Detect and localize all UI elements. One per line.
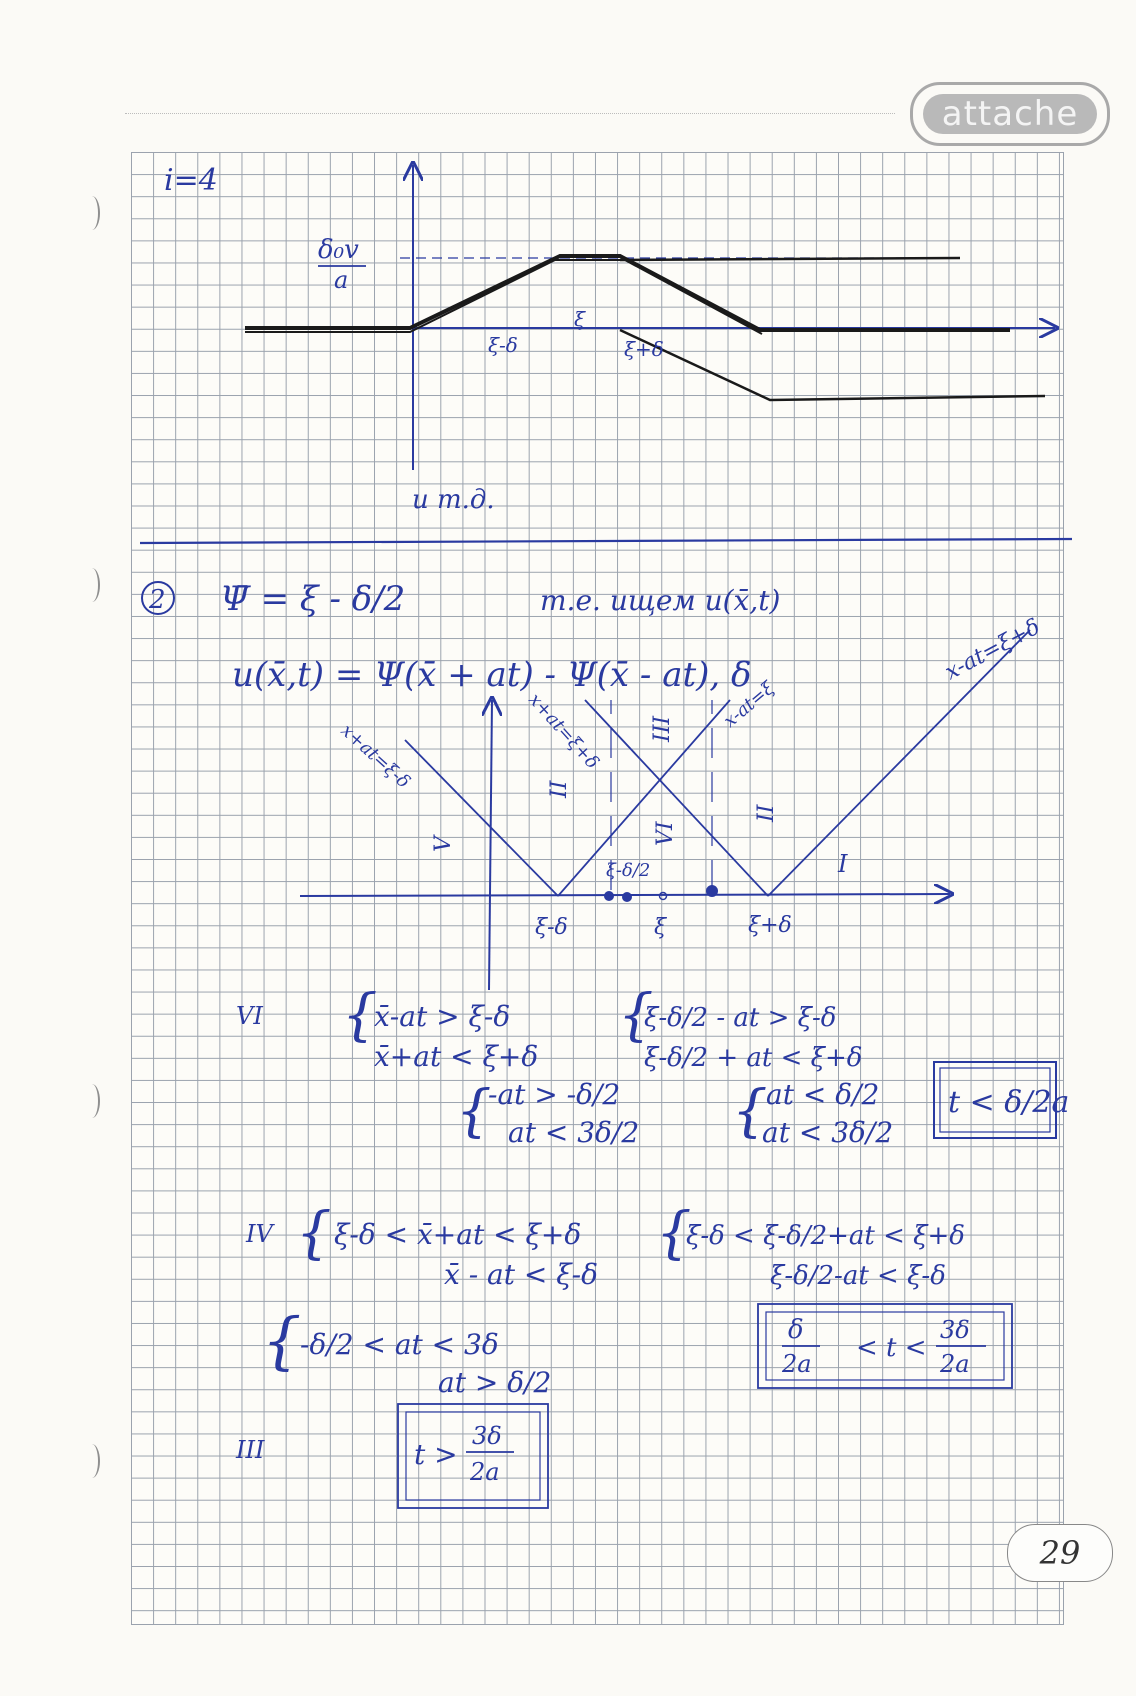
axis-point: [706, 885, 718, 897]
u-equation: u(x̄,t) = Ψ(x̄ + at) - Ψ(x̄ - at), δ: [232, 655, 752, 695]
axis-label-half: ξ-δ/2: [606, 860, 651, 881]
case-iii: [235, 1404, 548, 1508]
tick-label-right: ξ+δ: [624, 337, 664, 361]
brace: {: [456, 1079, 492, 1144]
case-iv: [245, 1201, 1012, 1399]
case-vi-sys3-b: at < 3δ/2: [508, 1116, 640, 1149]
case-iv-label: IV: [246, 1220, 273, 1248]
psi-equation: Ψ̄ = ξ - δ/2: [220, 579, 406, 619]
region-label-iii: III: [650, 715, 675, 742]
case-iv-sys2-a: ξ-δ < ξ-δ/2+at < ξ+δ: [686, 1221, 965, 1251]
char-line-left-outer: [405, 740, 558, 896]
index-label: i=4: [164, 163, 218, 198]
case-iii-result-den: 2a: [470, 1458, 500, 1486]
logo-text: attache: [941, 94, 1079, 134]
tick-label-left: ξ-δ: [488, 333, 518, 357]
case-vi: [236, 983, 1069, 1149]
case-iv-result-den2: 2a: [940, 1350, 970, 1378]
axis-point: [622, 892, 632, 902]
label-line-left-inner: x+at=ξ+δ: [524, 689, 603, 774]
case-iv-result-num1: δ: [788, 1315, 804, 1345]
case-vi-sys4-b: at < 3δ/2: [762, 1116, 894, 1149]
case-iv-result-num2: 3δ: [940, 1316, 970, 1344]
brace: {: [618, 983, 654, 1048]
region-label-i: I: [838, 850, 848, 878]
case-iii-result-prefix: t >: [414, 1438, 458, 1471]
region-label-vi: VI: [653, 821, 678, 846]
page-number-badge: [1007, 1524, 1113, 1582]
case-vi-sys2-a: ξ-δ/2 - at > ξ-δ: [644, 1003, 837, 1033]
region-label-v: V: [431, 836, 456, 852]
lower-profile: [620, 330, 1045, 400]
page-number: 29: [1039, 1534, 1081, 1572]
case-iv-sys3-a: -δ/2 < at < 3δ: [300, 1328, 499, 1361]
axis-point: [604, 891, 614, 901]
section-separator: [140, 539, 1072, 543]
brace: {: [342, 983, 378, 1048]
graph-1: [164, 163, 1055, 515]
brace: {: [296, 1201, 332, 1266]
section-2: [142, 579, 1044, 990]
label-line-left-outer: x+at=ξ-δ: [336, 720, 414, 793]
section-number: 2: [149, 585, 166, 615]
label-line-right-inner: x-at=ξ: [719, 677, 779, 732]
case-vi-sys3-a: -at > -δ/2: [488, 1078, 621, 1111]
tick-label-mid: ξ: [574, 307, 586, 331]
case-vi-sys2-b: ξ-δ/2 + at < ξ+δ: [644, 1043, 863, 1073]
case-iv-sys3-b: at > δ/2: [438, 1366, 552, 1399]
case-vi-sys1-a: x̄-at > ξ-δ: [374, 1000, 511, 1033]
case-iv-sys2-b: ξ-δ/2-at < ξ-δ: [770, 1261, 946, 1291]
case-iv-sys1-b: x̄ - at < ξ-δ: [444, 1258, 598, 1291]
case-vi-result: t < δ/2a: [948, 1085, 1070, 1120]
char-line-right-outer: [768, 630, 1030, 896]
peak-label-denominator: a: [334, 266, 349, 294]
brace: {: [656, 1201, 692, 1266]
case-iv-result-mid: < t <: [856, 1333, 927, 1363]
brace: {: [732, 1079, 768, 1144]
axis-label-left: ξ-δ: [535, 915, 568, 940]
axis-point: [660, 893, 667, 900]
label-line-right-outer: x-at=ξ+δ: [941, 614, 1045, 686]
plateau-line: [620, 258, 960, 260]
wave-profile-thick: [245, 256, 1010, 330]
case-vi-sys4-a: at < δ/2: [766, 1078, 880, 1111]
wave-profile-thin: [245, 260, 762, 334]
section-note: т.е. ищем u(x̄,t): [540, 584, 781, 617]
region-label-ii-left: II: [547, 780, 572, 798]
axis-label-mid: ξ: [654, 915, 667, 940]
diagram-t-axis: [489, 700, 492, 990]
case-vi-sys1-b: x̄+at < ξ+δ: [374, 1040, 539, 1073]
graph1-caption: и т.д.: [412, 485, 495, 515]
peak-label-numerator: δ₀v: [318, 235, 359, 265]
brace: {: [262, 1304, 302, 1377]
case-iii-result-num: 3δ: [472, 1422, 502, 1450]
axis-label-right: ξ+δ: [748, 913, 792, 938]
region-label-ii-right: II: [754, 804, 779, 822]
case-iii-label: III: [236, 1436, 265, 1464]
case-vi-label: VI: [236, 1002, 263, 1030]
case-iv-sys1-a: ξ-δ < x̄+at < ξ+δ: [334, 1218, 582, 1251]
case-iv-result-den1: 2a: [782, 1350, 812, 1378]
